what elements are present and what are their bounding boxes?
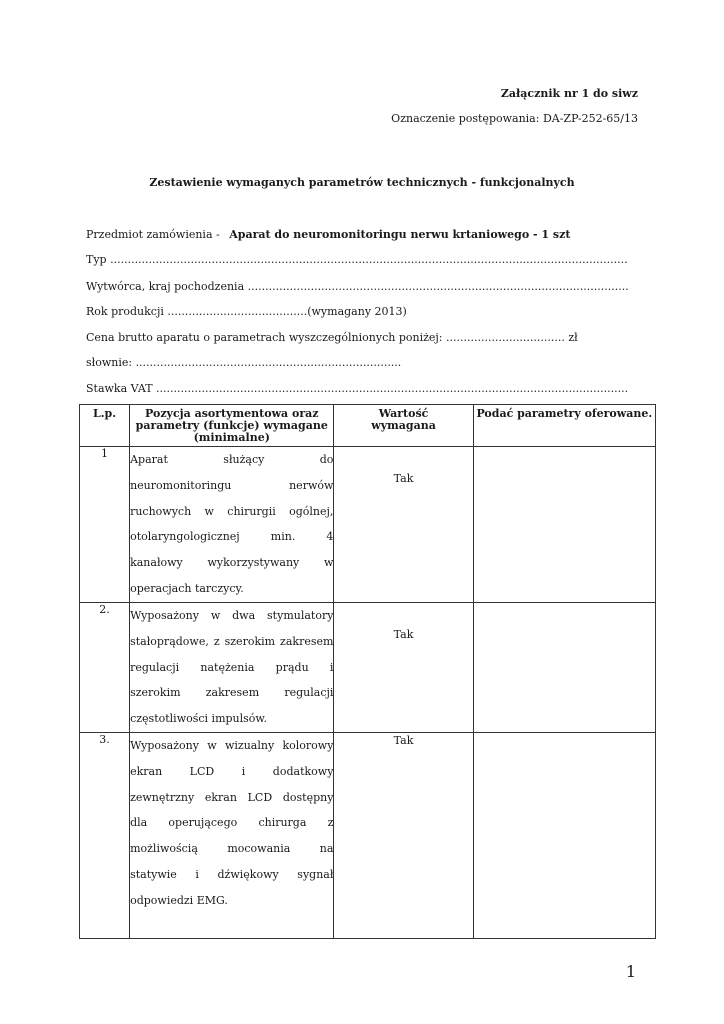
- production-year-field: Rok produkcji ........................................(wymagany 2013): [86, 305, 407, 318]
- table-row: [80, 733, 656, 939]
- row-description: [130, 733, 334, 939]
- row-offered-value[interactable]: [473, 733, 655, 939]
- description-line: Wyposażony w wizualny kolorowy: [130, 739, 334, 752]
- description-line: stałoprądowe, z szerokim zakresem: [130, 634, 334, 648]
- description-line: dla operującego chirurga z: [130, 816, 334, 830]
- subject-label: Przedmiot zamówienia -: [86, 228, 220, 241]
- description-line: otolaryngologicznej min. 4: [130, 530, 334, 544]
- description-line: statywie i dźwiękowy sygnał: [130, 867, 334, 881]
- description-line: zewnętrzny ekran LCD dostępny: [130, 790, 334, 804]
- description-line: możliwością mocowania na: [130, 842, 334, 856]
- subject-value: Aparat do neuromonitoringu nerwu krtaniowego - 1 szt: [229, 228, 571, 241]
- type-field: Typ ....................................................................................................................................................: [86, 253, 628, 266]
- row-offered-value[interactable]: [473, 603, 655, 733]
- header-required: Wartość wymagana: [334, 405, 473, 447]
- description-line: operacjach tarczycy.: [130, 581, 244, 595]
- table-row: [80, 603, 656, 733]
- description-line: ruchowych w chirurgii ogólnej,: [130, 504, 334, 518]
- row-required-value: Tak: [334, 733, 473, 939]
- row-offered-value[interactable]: [473, 447, 655, 603]
- description-line: Aparat służący do: [130, 453, 334, 466]
- header-lp: L.p.: [80, 405, 130, 447]
- description-line: Wyposażony w dwa stymulatory: [130, 609, 334, 622]
- header-offered: Podać parametry oferowane.: [473, 405, 655, 447]
- row-description: [130, 447, 334, 603]
- row-lp: 1: [80, 447, 130, 603]
- description-line: neuromonitoringu nerwów: [130, 478, 334, 492]
- attachment-label: Załącznik nr 1 do siwz: [500, 87, 638, 100]
- row-required-value: Tak: [334, 447, 473, 603]
- header-position: Pozycja asortymentowa oraz parametry (funkcje) wymagane (minimalne): [130, 405, 334, 447]
- description-line: szerokim zakresem regulacji: [130, 686, 334, 700]
- price-in-words-field: słownie: ............................................................................: [86, 356, 402, 369]
- row-lp: 2.: [80, 603, 130, 733]
- description-line: regulacji natężenia prądu i: [130, 660, 334, 674]
- procedure-reference: Oznaczenie postępowania: DA-ZP-252-65/13: [391, 112, 638, 125]
- description-line: częstotliwości impulsów.: [130, 712, 268, 726]
- table-header-row: [80, 405, 656, 447]
- gross-price-field: Cena brutto aparatu o parametrach wyszczególnionych poniżej: .................................. zł: [86, 331, 578, 344]
- description-line: odpowiedzi EMG.: [130, 893, 228, 907]
- manufacturer-field: Wytwórca, kraj pochodzenia .............................................................................................................: [86, 280, 629, 293]
- description-line: ekran LCD i dodatkowy: [130, 764, 334, 778]
- row-required-value: Tak: [334, 603, 473, 733]
- subject-line: [86, 228, 570, 241]
- row-description: [130, 603, 334, 733]
- table-row: [80, 447, 656, 603]
- parameters-table: [79, 404, 656, 939]
- page-number: 1: [625, 962, 636, 981]
- vat-rate-field: Stawka VAT .......................................................................................................................................: [86, 382, 629, 395]
- document-title: Zestawienie wymaganych parametrów technicznych - funkcjonalnych: [149, 176, 575, 189]
- row-lp: 3.: [80, 733, 130, 939]
- description-line: kanałowy wykorzystywany w: [130, 556, 334, 570]
